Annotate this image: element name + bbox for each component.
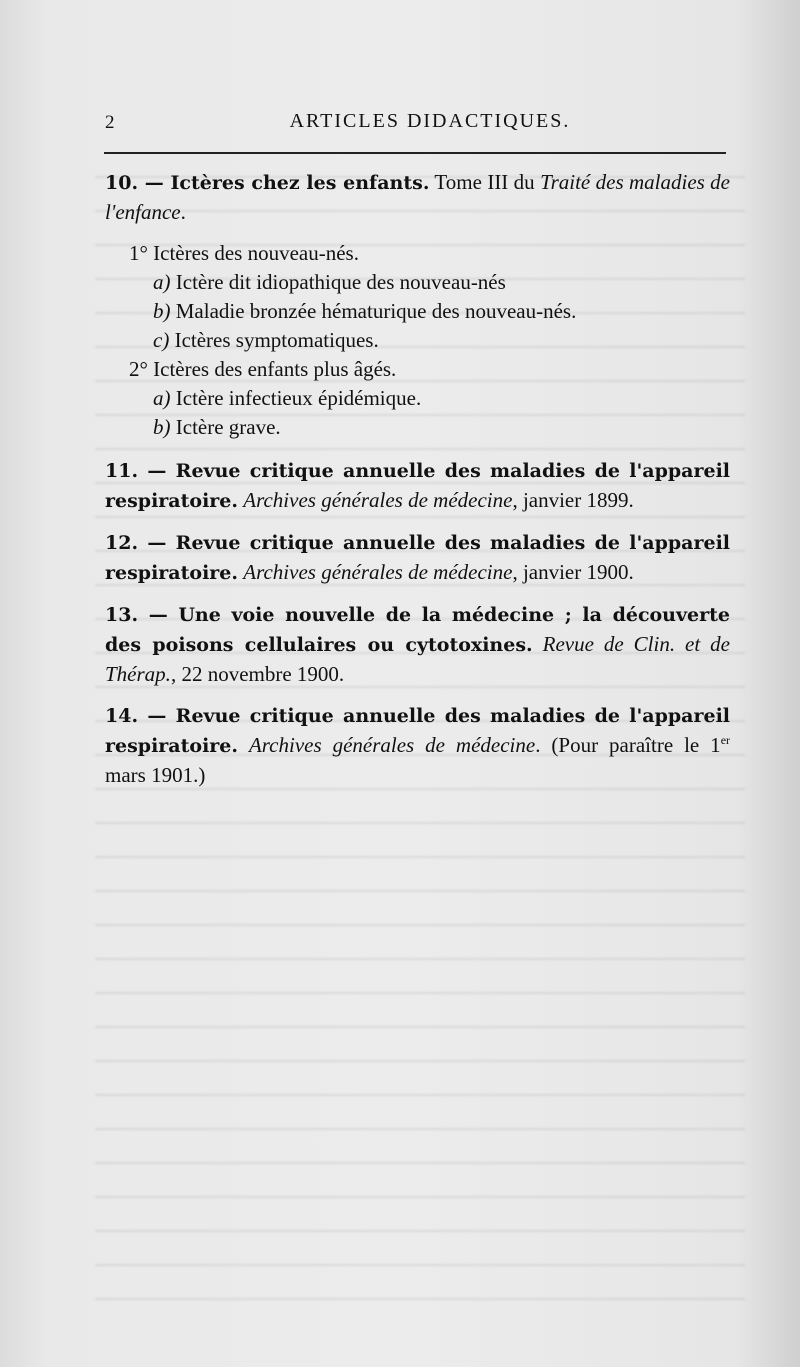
outline-text: Ictère grave.: [170, 415, 281, 439]
entry-number: 11.: [105, 460, 139, 482]
outline-item: [105, 384, 730, 413]
entry-source: Archives générales de médecine: [243, 488, 513, 512]
running-head: ARTICLES DIDACTIQUES.: [289, 110, 571, 132]
outline-letter: b): [153, 415, 171, 439]
entry-dash: —: [138, 172, 171, 194]
entry-number: 10.: [105, 172, 139, 194]
outline-item: [105, 268, 730, 297]
entry-title: Ictères chez les enfants.: [170, 172, 430, 194]
outline-text: Maladie bronzée hématurique des nouveau-nés.: [170, 299, 577, 323]
page-number: 2: [105, 112, 115, 133]
entry-tail: . (Pour paraître le 1: [535, 733, 721, 757]
entry-dash: —: [138, 460, 176, 482]
outline-letter: a): [153, 270, 171, 294]
entry-source: Revue de Clin. et de Thérap.: [105, 632, 730, 686]
entry-number: 12.: [105, 532, 139, 554]
entry-tail: .: [180, 200, 186, 224]
entry-source: Archives générales de médecine: [243, 560, 513, 584]
article-list: [105, 168, 730, 802]
entry-title: Revue critique annuelle des maladies de l'appareil respiratoire.: [105, 460, 731, 512]
outline-letter: a): [153, 386, 171, 410]
entry-source: Traité des maladies de l'enfance: [105, 170, 731, 224]
entry-14: [105, 701, 730, 790]
entry-title: Revue critique annuelle des maladies de l'appareil respiratoire.: [105, 705, 731, 757]
entry-tail: , janvier 1900.: [512, 560, 634, 584]
entry-13: [105, 600, 730, 689]
outline-item: [105, 413, 730, 442]
outline-text: Ictère dit idiopathique des nouveau-nés: [170, 270, 506, 294]
entry-11: [105, 456, 730, 516]
outline-text: Ictères symptomatiques.: [169, 328, 379, 352]
outline-letter: b): [153, 299, 171, 323]
header-rule: [104, 152, 726, 154]
outline-item: [105, 297, 730, 326]
entry-dash: —: [138, 705, 176, 727]
entry-10: [105, 168, 730, 227]
entry-tail: , 22 novembre 1900.: [170, 662, 345, 686]
outline-group-2: 2° Ictères des enfants plus âgés.: [129, 357, 397, 381]
outline-letter: c): [153, 328, 170, 352]
page-header: [105, 108, 725, 138]
entry-superscript: er: [720, 733, 731, 747]
ictere-outline: [105, 239, 730, 442]
entry-tail: , janvier 1899.: [512, 488, 634, 512]
entry-12: [105, 528, 730, 588]
entry-title: Une voie nouvelle de la médecine ; la découverte des poisons cellulaires ou cytotoxines.: [105, 604, 731, 656]
entry-number: 13.: [105, 604, 139, 626]
entry-text: Tome III du: [429, 170, 541, 194]
outline-item: [105, 326, 730, 355]
entry-dash: —: [138, 532, 176, 554]
outline-group-1: 1° Ictères des nouveau-nés.: [129, 241, 359, 265]
outline-text: Ictère infectieux épidémique.: [170, 386, 422, 410]
entry-tail: mars 1901.): [105, 763, 206, 787]
entry-source: Archives générales de médecine: [248, 733, 536, 757]
entry-number: 14.: [105, 705, 139, 727]
entry-title: Revue critique annuelle des maladies de l'appareil respiratoire.: [105, 532, 731, 584]
entry-dash: —: [138, 604, 179, 626]
